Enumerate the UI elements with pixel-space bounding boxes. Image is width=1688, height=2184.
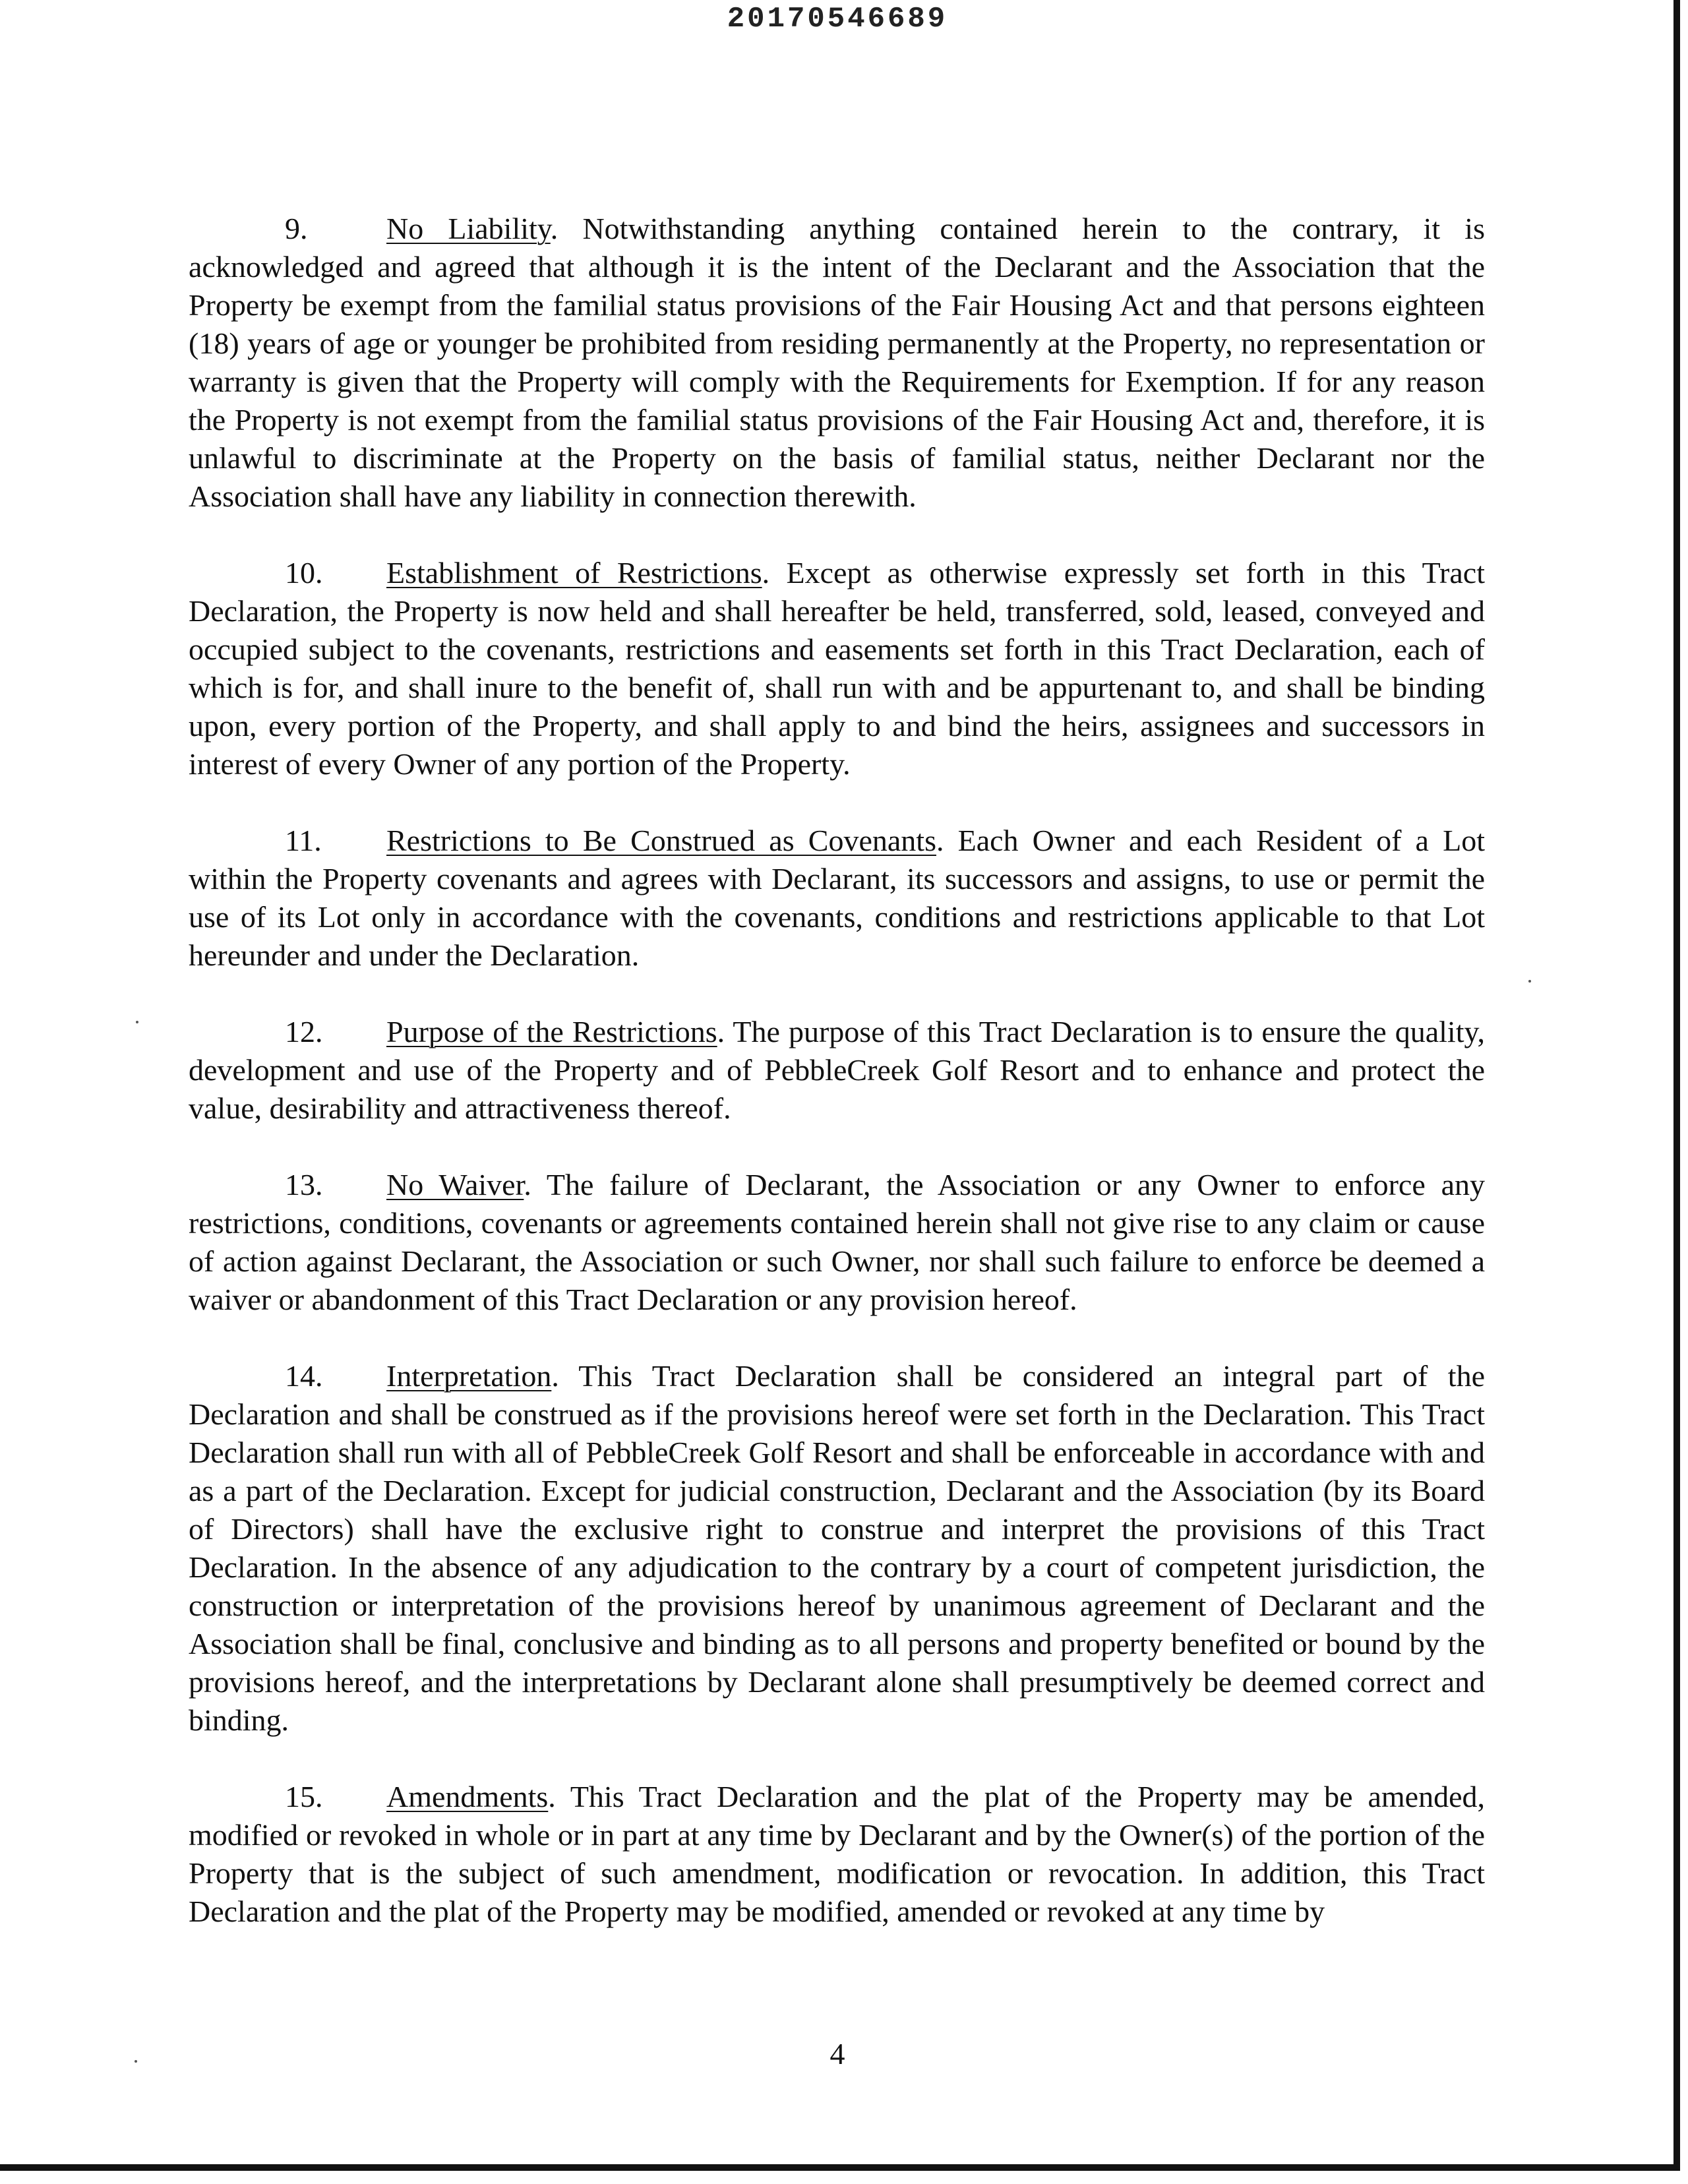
scan-border-bottom <box>0 2164 1680 2171</box>
section-number: 11. <box>285 824 322 857</box>
section-10 <box>189 554 1485 783</box>
page-number: 4 <box>829 2037 845 2071</box>
section-heading: Interpretation <box>386 1359 552 1393</box>
section-15 <box>189 1778 1485 1931</box>
scan-speck <box>1528 980 1531 983</box>
section-number: 13. <box>285 1168 323 1201</box>
section-heading: Establishment of Restrictions <box>386 556 762 590</box>
section-11 <box>189 822 1485 975</box>
section-heading: No Liability <box>386 212 551 245</box>
section-text: . This Tract Declaration and the plat of the Property may be amended, modified or revoked in whole or in part at any time by Declarant and by the Owner(s) of the portion of the Property that is the subject of such amendment, modification or revocation. In addition, this Tract Declaration and the plat of the Property may be modified, amended or revoked at any time by <box>189 1780 1485 1928</box>
section-heading: Amendments <box>386 1780 549 1813</box>
scan-speck <box>136 1021 138 1023</box>
section-9 <box>189 210 1485 516</box>
section-14 <box>189 1357 1485 1740</box>
section-heading: No Waiver <box>386 1168 524 1201</box>
section-text: . Notwithstanding anything contained herein to the contrary, it is acknowledged and agreed that although it is the intent of the Declarant and the Association that the Property be exempt from the familial status provisions of the Fair Housing Act and that persons eighteen (18) years of age or younger be prohibited from residing permanently at the Property, no representation or warranty is given that the Property will comply with the Requirements for Exemption. If for any reason the Property is not exempt from the familial status provisions of the Fair Housing Act and, therefore, it is unlawful to discriminate at the Property on the basis of familial status, neither Declarant nor the Association shall have any liability in connection therewith. <box>189 212 1485 513</box>
section-number: 12. <box>285 1015 323 1048</box>
section-number: 15. <box>285 1780 323 1813</box>
recording-number: 20170546689 <box>727 3 948 36</box>
section-13 <box>189 1166 1485 1319</box>
section-text: . The purpose of this Tract Declaration is to ensure the quality, development and use of the Property and of PebbleCreek Golf Resort and to enhance and protect the value, desirability and attractiveness thereof. <box>189 1015 1486 1125</box>
section-number: 9. <box>285 212 308 245</box>
scan-border-right <box>1673 0 1680 2171</box>
document-body <box>189 210 1485 1969</box>
section-heading: Restrictions to Be Construed as Covenants <box>386 824 936 857</box>
section-number: 10. <box>285 556 323 590</box>
section-heading: Purpose of the Restrictions <box>386 1015 717 1048</box>
section-text: . The failure of Declarant, the Association or any Owner to enforce any restrictions, conditions, covenants or agreements contained herein shall not give rise to any claim or cause of action against Declarant, the Association or such Owner, nor shall such failure to enforce be deemed a waiver or abandonment of this Tract Declaration or any provision hereof. <box>189 1168 1485 1316</box>
section-12 <box>189 1013 1485 1128</box>
section-number: 14. <box>285 1359 323 1393</box>
section-text: . This Tract Declaration shall be considered an integral part of the Declaration and shall be construed as if the provisions hereof were set forth in the Declaration. This Tract Declaration shall run with all of PebbleCreek Golf Resort and shall be enforceable in accordance with and as a part of the Declaration. Except for judicial construction, Declarant and the Association (by its Board of Directors) shall have the exclusive right to construe and interpret the provisions of this Tract Declaration. In the absence of any adjudication to the contrary by a court of competent jurisdiction, the construction or interpretation of the provisions hereof by unanimous agreement of Declarant and the Association shall be final, conclusive and binding as to all persons and property benefited or bound by the provisions hereof, and the interpretations by Declarant alone shall presumptively be deemed correct and binding. <box>189 1359 1485 1737</box>
section-text: . Each Owner and each Resident of a Lot within the Property covenants and agrees with Declarant, its successors and assigns, to use or permit the use of its Lot only in accordance with the covenants, conditions and restrictions applicable to that Lot hereunder and under the Declaration. <box>189 824 1485 972</box>
section-text: . Except as otherwise expressly set forth in this Tract Declaration, the Property is now held and shall hereafter be held, transferred, sold, leased, conveyed and occupied subject to the covenants, restrictions and easements set forth in this Tract Declaration, each of which is for, and shall inure to the benefit of, shall run with and be appurtenant to, and shall be binding upon, every portion of the Property, and shall apply to and bind the heirs, assignees and successors in interest of every Owner of any portion of the Property. <box>189 556 1485 781</box>
